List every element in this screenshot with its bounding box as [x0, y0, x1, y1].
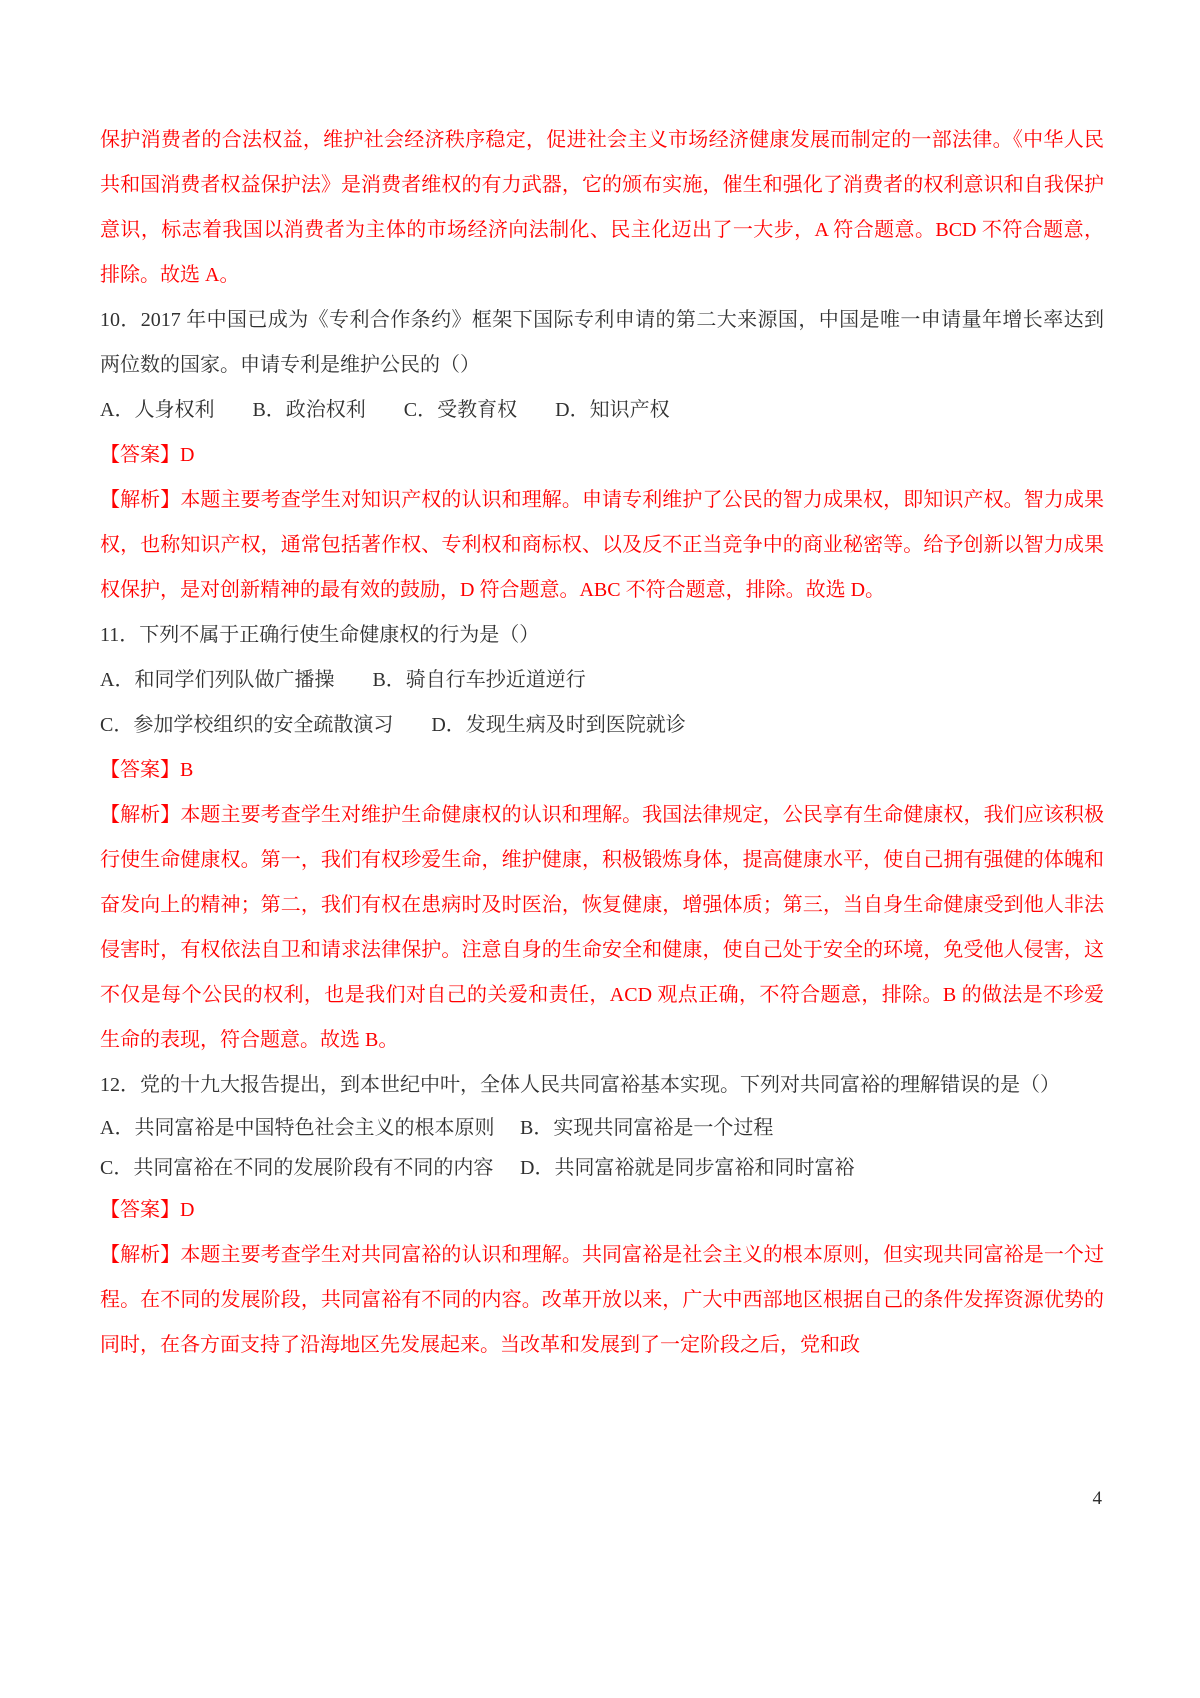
question-11-option-d: D．发现生病及时到医院就诊	[431, 714, 686, 736]
question-12-options-row-1	[100, 1108, 1104, 1148]
page-number: 4	[1092, 1488, 1102, 1509]
question-12-option-c: C．共同富裕在不同的发展阶段有不同的内容	[100, 1157, 494, 1179]
question-12	[100, 1063, 1104, 1368]
question-11-options-row-1	[100, 658, 1104, 703]
question-10-answer-line: 【答案】D	[100, 444, 195, 466]
question-11-answer-line: 【答案】B	[100, 759, 194, 781]
question-10-option-d: D．知识产权	[555, 399, 670, 421]
question-12-answer-line: 【答案】D	[100, 1199, 195, 1221]
question-12-analysis-paragraph: 【解析】本题主要考查学生对共同富裕的认识和理解。共同富裕是社会主义的根本原则，但实现共同富裕是一个过程。在不同的发展阶段，共同富裕有不同的内容。改革开放以来，广大中西部地区根据自己的条件发挥资源优势的同时，在各方面支持了沿海地区先发展起来。当改革和发展到了一定阶段之后，党和政	[100, 1244, 1104, 1356]
answer-continuation-paragraph: 保护消费者的合法权益，维护社会经济秩序稳定，促进社会主义市场经济健康发展而制定的一部法律。《中华人民共和国消费者权益保护法》是消费者维权的有力武器，它的颁布实施，催生和强化了消费者的权利意识和自我保护意识，标志着我国以消费者为主体的市场经济向法制化、民主化迈出了一大步，A 符合题意。BCD 不符合题意，排除。故选 A。	[100, 129, 1104, 286]
question-11-option-c: C．参加学校组织的安全疏散演习	[100, 714, 394, 736]
question-10-stem: 10．2017 年中国已成为《专利合作条约》框架下国际专利申请的第二大来源国，中国是唯一申请量年增长率达到两位数的国家。申请专利是维护公民的（）	[100, 309, 1104, 376]
question-11-options-row-2	[100, 703, 1104, 748]
question-10-options-row	[100, 388, 1104, 433]
question-12-options-row-2	[100, 1148, 1104, 1188]
question-12-option-d: D．共同富裕就是同步富裕和同时富裕	[520, 1157, 855, 1179]
question-11-option-b: B．骑自行车抄近道逆行	[372, 669, 586, 691]
question-10	[100, 298, 1104, 613]
question-11-option-a: A．和同学们列队做广播操	[100, 669, 335, 691]
question-11-analysis-paragraph: 【解析】本题主要考查学生对维护生命健康权的认识和理解。我国法律规定，公民享有生命健康权，我们应该积极行使生命健康权。第一，我们有权珍爱生命，维护健康，积极锻炼身体，提高健康水平，使自己拥有强健的体魄和奋发向上的精神；第二，我们有权在患病时及时医治，恢复健康，增强体质；第三，当自身生命健康受到他人非法侵害时，有权依法自卫和请求法律保护。注意自身的生命安全和健康，使自己处于安全的环境，免受他人侵害，这不仅是每个公民的权利，也是我们对自己的关爱和责任，ACD 观点正确，不符合题意，排除。B 的做法是不珍爱生命的表现，符合题意。故选 B。	[100, 804, 1104, 1051]
question-10-option-c: C．受教育权	[403, 399, 518, 421]
question-11	[100, 613, 1104, 1063]
question-10-analysis-paragraph: 【解析】本题主要考查学生对知识产权的认识和理解。申请专利维护了公民的智力成果权，即知识产权。智力成果权，也称知识产权，通常包括著作权、专利权和商标权、以及反不正当竞争中的商业秘密等。给予创新以智力成果权保护，是对创新精神的最有效的鼓励，D 符合题意。ABC 不符合题意，排除。故选 D。	[100, 489, 1104, 601]
question-12-stem: 12．党的十九大报告提出，到本世纪中叶，全体人民共同富裕基本实现。下列对共同富裕的理解错误的是（）	[100, 1074, 1060, 1096]
question-11-stem: 11．下列不属于正确行使生命健康权的行为是（）	[100, 624, 540, 646]
question-10-option-b: B．政治权利	[252, 399, 366, 421]
question-12-option-a: A．共同富裕是中国特色社会主义的根本原则	[100, 1117, 495, 1139]
question-10-option-a: A．人身权利	[100, 399, 215, 421]
question-12-option-b: B．实现共同富裕是一个过程	[520, 1117, 774, 1139]
